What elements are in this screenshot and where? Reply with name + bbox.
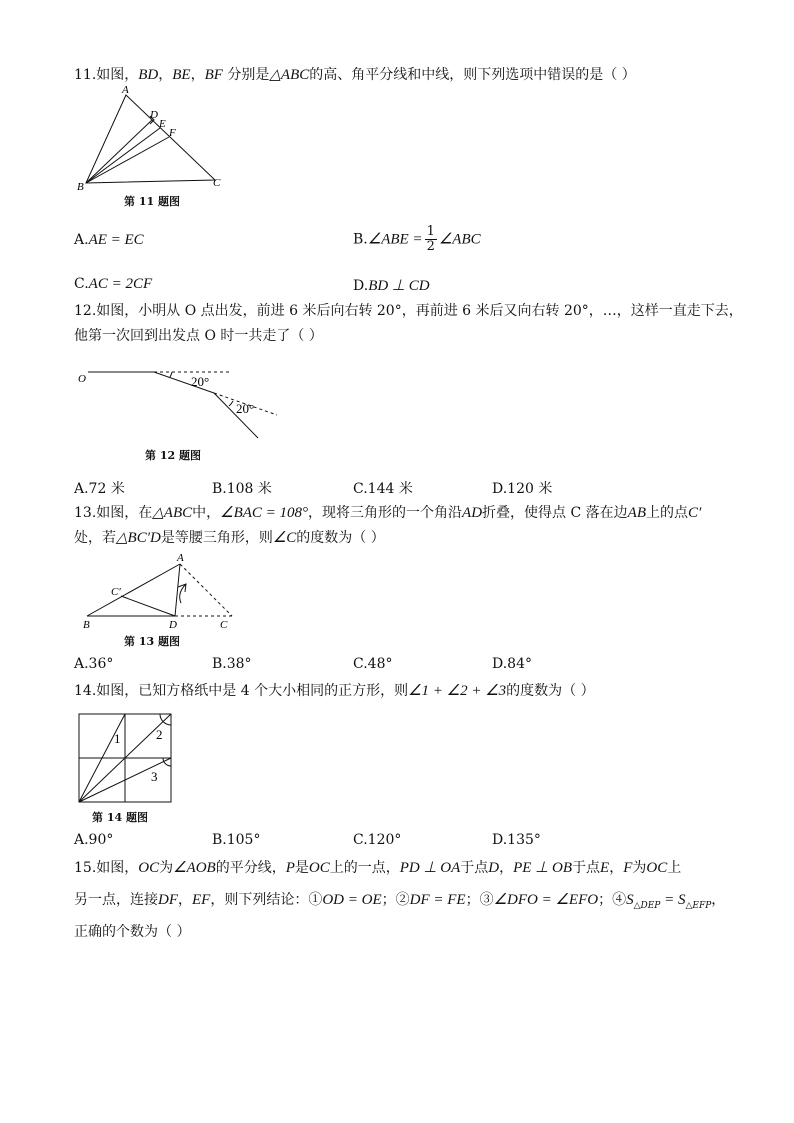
q13-stem-line1: 13.如图，在△ABC中，∠BAC = 108°，现将三角形的一个角沿AD折叠，使得点 C 落在边AB上的点C′ (74, 505, 702, 521)
q11-label-c: C (213, 177, 221, 189)
q13-label-c: C (220, 619, 228, 631)
q13-label-a: A (177, 552, 184, 564)
q12-figure (74, 362, 284, 442)
q12-angle2-label: 20° (236, 401, 255, 416)
q14-caption: 第 14 题图 (92, 811, 148, 824)
q13-label-d: D (169, 619, 177, 631)
q12-option-b[interactable]: B.108 米 (212, 481, 272, 497)
q12-option-c[interactable]: C.144 米 (353, 481, 413, 497)
q11-label-e: E (159, 118, 166, 130)
q13-figure (74, 550, 244, 632)
q11-figure (74, 84, 234, 194)
q11-caption: 第 11 题图 (124, 195, 180, 208)
q13-option-a[interactable]: A.36° (74, 656, 114, 672)
q14-angle2-label: 2 (156, 727, 163, 742)
q15-stem-line3: 正确的个数为（ ） (74, 924, 191, 940)
q14-stem: 14.如图，已知方格纸中是 4 个大小相同的正方形，则∠1 + ∠2 + ∠3的度数为（ ） (74, 683, 595, 699)
q14-option-d[interactable]: D.135° (492, 832, 541, 848)
q13-option-d[interactable]: D.84° (492, 656, 532, 672)
q11-option-c[interactable]: C.AC = 2CF (74, 276, 153, 292)
q15-stem-line2: 另一点，连接DF，EF，则下列结论：①OD = OE；②DF = FE；③∠DFO = ∠EFO；$④S_{\triangle DEP} = S_{\triangle EFP}$， (74, 892, 726, 911)
q12-option-d[interactable]: D.120 米 (492, 481, 553, 497)
q13-option-c[interactable]: C.48° (353, 656, 393, 672)
q11-option-b[interactable]: B.∠ABE = $\frac{1}{2}$ ∠ABC (353, 224, 481, 254)
q13-label-cprime: C′ (111, 586, 121, 598)
q12-stem-line2: 他第一次回到出发点 O 时一共走了（ ） (74, 328, 323, 344)
q14-figure (74, 710, 176, 804)
q11-option-d[interactable]: D.BD ⊥ CD (353, 278, 430, 294)
q14-option-a[interactable]: A.90° (74, 832, 114, 848)
q14-angle3-label: 3 (151, 769, 158, 784)
q14-option-c[interactable]: C.120° (353, 832, 402, 848)
q12-angle1-label: 20° (191, 374, 210, 389)
q15-stem-line1: 15.如图，OC为∠AOB的平分线，P是OC上的一点，PD ⊥ OA于点D，PE ⊥ OB于点E，F为OC上 (74, 860, 682, 876)
q13-stem-line2: 处，若△BC′D是等腰三角形，则∠C的度数为（ ） (74, 530, 385, 546)
q11-stem: 11.如图，BD，BE，BF 分别是△ABC的高、角平分线和中线，则下列选项中错误的是（ ） (74, 67, 636, 83)
q13-label-b: B (83, 619, 90, 631)
q12-stem-line1: 12.如图，小明从 O 点出发，前进 6 米后向右转 20°，再前进 6 米后又向右转 20°，…，这样一直走下去， (74, 303, 743, 319)
q12-label-o: O (78, 373, 86, 385)
q11-label-d: D (150, 109, 158, 121)
q11-label-a: A (122, 84, 129, 96)
fraction: $\frac{1}{2}$ (426, 224, 435, 254)
q14-option-b[interactable]: B.105° (212, 832, 261, 848)
q13-caption: 第 13 题图 (124, 635, 180, 648)
q11-option-a[interactable]: A.AE = EC (74, 232, 144, 248)
q12-caption: 第 12 题图 (145, 449, 201, 462)
q11-label-f: F (169, 127, 176, 139)
q11-label-b: B (77, 181, 84, 193)
q12-option-a[interactable]: A.72 米 (74, 481, 125, 497)
q14-angle1-label: 1 (114, 731, 121, 746)
q13-option-b[interactable]: B.38° (212, 656, 252, 672)
